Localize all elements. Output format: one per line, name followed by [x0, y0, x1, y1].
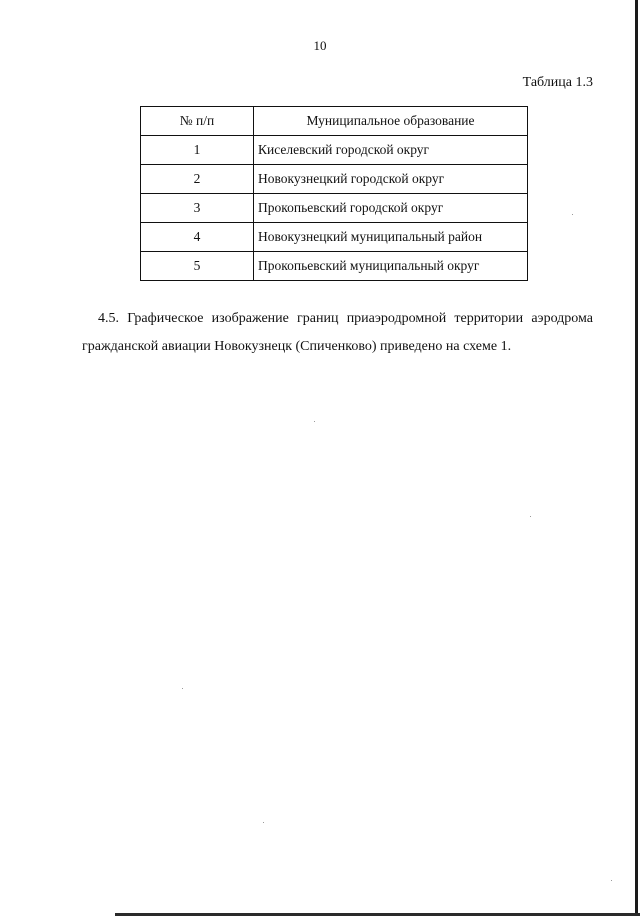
header-municipality: Муниципальное образование: [254, 107, 528, 136]
row-municipality: Прокопьевский муниципальный округ: [254, 252, 528, 281]
scan-speck: [530, 516, 531, 517]
row-number: 2: [141, 165, 254, 194]
scan-speck: [263, 822, 264, 823]
header-number: № п/п: [141, 107, 254, 136]
row-municipality: Киселевский городской округ: [254, 136, 528, 165]
row-number: 1: [141, 136, 254, 165]
body-paragraph: 4.5. Графическое изображение границ приаэродромной территории аэродрома гражданской авиации Новокузнецк (Спиченково) приведено на схеме 1.: [82, 311, 593, 354]
municipalities-table: [140, 106, 528, 281]
table-row: [141, 252, 528, 281]
row-municipality: Новокузнецкий муниципальный район: [254, 223, 528, 252]
page-number: 10: [313, 38, 327, 53]
row-number: 3: [141, 194, 254, 223]
scan-speck: [182, 688, 183, 689]
scan-speck: [611, 880, 612, 881]
table-header-row: [141, 107, 528, 136]
table-row: [141, 223, 528, 252]
table-caption: Таблица 1.3: [522, 75, 593, 90]
row-municipality: Прокопьевский городской округ: [254, 194, 528, 223]
row-municipality: Новокузнецкий городской округ: [254, 165, 528, 194]
table-row: [141, 165, 528, 194]
table-row: [141, 136, 528, 165]
row-number: 4: [141, 223, 254, 252]
scan-edge-right: [635, 0, 638, 916]
scan-speck: [572, 214, 573, 215]
scan-speck: [314, 421, 315, 422]
table-row: [141, 194, 528, 223]
row-number: 5: [141, 252, 254, 281]
